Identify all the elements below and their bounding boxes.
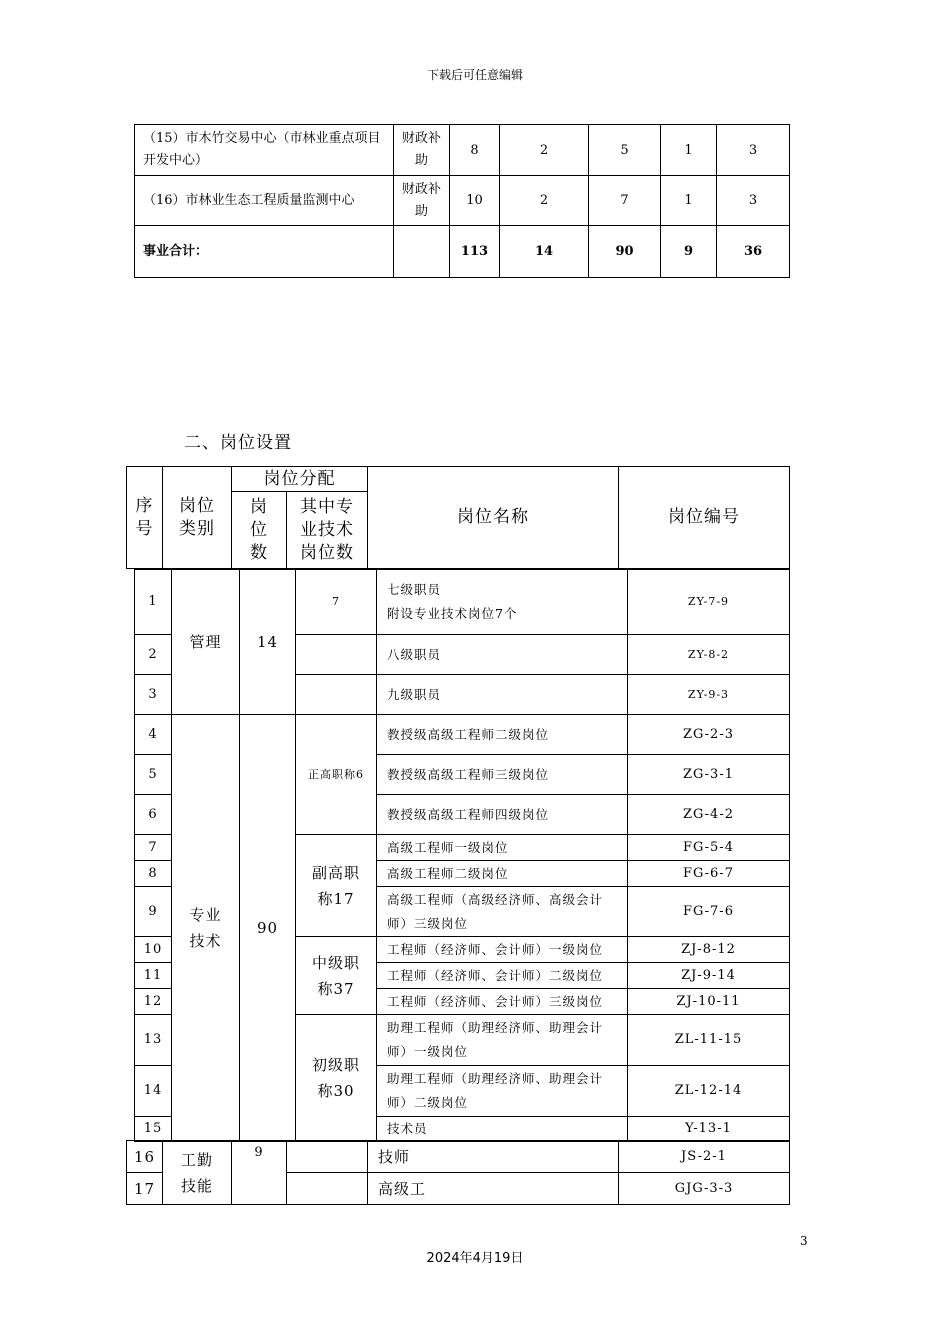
row-number: 16 (127, 1141, 163, 1173)
post-code: ZJ-8-12 (628, 937, 790, 963)
post-code: FG-7-6 (628, 887, 790, 937)
page-number: 3 (800, 1234, 808, 1248)
total-value: 9 (661, 226, 717, 278)
empty-cell (287, 1141, 368, 1173)
post-name: 八级职员 (377, 635, 628, 675)
post-code: GJG-3-3 (619, 1173, 790, 1205)
count-worker: 9 (232, 1141, 287, 1205)
empty-cell (296, 675, 377, 715)
row-number: 9 (135, 887, 172, 937)
subgroup-intermediate: 中级职称37 (296, 937, 377, 1015)
cell-value: 1 (661, 125, 717, 176)
post-code: ZG-4-2 (628, 795, 790, 835)
cell-value: 2 (500, 176, 589, 226)
post-name: 高级工程师一级岗位 (377, 835, 628, 861)
header-seq: 序号 (127, 467, 163, 569)
post-code: ZJ-10-11 (628, 989, 790, 1015)
empty-cell (296, 635, 377, 675)
total-row (135, 226, 790, 278)
header-post-code: 岗位编号 (619, 467, 790, 569)
category-management: 管理 (172, 570, 240, 715)
post-code: FG-5-4 (628, 835, 790, 861)
row-number: 5 (135, 755, 172, 795)
total-value: 90 (589, 226, 661, 278)
post-code: ZG-2-3 (628, 715, 790, 755)
funding-type: 财政补助 (394, 176, 450, 226)
total-label: 事业合计： (135, 226, 394, 278)
table-row (135, 176, 790, 226)
subgroup-vice-senior: 副高职称17 (296, 835, 377, 937)
tech-count-management: 7 (296, 570, 377, 635)
post-table-header (126, 466, 790, 569)
post-name: 教授级高级工程师三级岗位 (377, 755, 628, 795)
post-name: 教授级高级工程师四级岗位 (377, 795, 628, 835)
post-table-worker (126, 1140, 790, 1205)
post-name: 工程师（经济师、会计师）二级岗位 (377, 963, 628, 989)
post-name (377, 570, 628, 635)
count-management: 14 (240, 570, 296, 715)
table-row (127, 1141, 790, 1173)
table-row (135, 570, 790, 635)
post-table-body (134, 569, 790, 1142)
row-number: 2 (135, 635, 172, 675)
empty-cell (287, 1173, 368, 1205)
post-code: ZL-11-15 (628, 1015, 790, 1066)
post-name: 高级工 (368, 1173, 619, 1205)
row-number: 13 (135, 1015, 172, 1066)
empty-cell (394, 226, 450, 278)
footer-date: 2024年4月19日 (426, 1251, 524, 1266)
row-number: 12 (135, 989, 172, 1015)
category-professional: 专业技术 (172, 715, 240, 1142)
cell-value: 5 (589, 125, 661, 176)
cell-value: 1 (661, 176, 717, 226)
row-number: 4 (135, 715, 172, 755)
unit-name: （16）市林业生态工程质量监测中心 (135, 176, 394, 226)
row-number: 17 (127, 1173, 163, 1205)
post-code: FG-6-7 (628, 861, 790, 887)
total-value: 14 (500, 226, 589, 278)
header-category: 岗位类别 (163, 467, 232, 569)
subgroup-senior: 正高职称6 (296, 715, 377, 835)
post-code: ZY-8-2 (628, 635, 790, 675)
row-number: 8 (135, 861, 172, 887)
funding-type: 财政补助 (394, 125, 450, 176)
post-name: 九级职员 (377, 675, 628, 715)
row-number: 6 (135, 795, 172, 835)
post-name: 工程师（经济师、会计师）一级岗位 (377, 937, 628, 963)
cell-value: 3 (717, 125, 790, 176)
total-value: 36 (717, 226, 790, 278)
table-row (135, 125, 790, 176)
post-name: 教授级高级工程师二级岗位 (377, 715, 628, 755)
table-row (135, 715, 790, 755)
cell-value: 8 (450, 125, 500, 176)
post-name: 技术员 (377, 1117, 628, 1142)
header-tech-count: 其中专业技术岗位数 (287, 492, 368, 569)
row-number: 1 (135, 570, 172, 635)
post-name-line: 七级职员 (387, 582, 442, 597)
section-title: 二、岗位设置 (184, 433, 292, 453)
row-number: 3 (135, 675, 172, 715)
post-code: JS-2-1 (619, 1141, 790, 1173)
header-count: 岗位数 (232, 492, 287, 569)
post-code: Y-13-1 (628, 1117, 790, 1142)
post-code: ZJ-9-14 (628, 963, 790, 989)
post-code: ZL-12-14 (628, 1066, 790, 1117)
post-code: ZY-7-9 (628, 570, 790, 635)
page-header: 下载后可任意编辑 (426, 68, 523, 82)
row-number: 15 (135, 1117, 172, 1142)
post-name: 高级工程师二级岗位 (377, 861, 628, 887)
header-post-name: 岗位名称 (368, 467, 619, 569)
post-name: 高级工程师（高级经济师、高级会计师）三级岗位 (377, 887, 628, 937)
post-name: 工程师（经济师、会计师）三级岗位 (377, 989, 628, 1015)
cell-value: 10 (450, 176, 500, 226)
subgroup-junior: 初级职称30 (296, 1015, 377, 1142)
post-code: ZY-9-3 (628, 675, 790, 715)
post-code: ZG-3-1 (628, 755, 790, 795)
count-professional: 90 (240, 715, 296, 1142)
header-allocation: 岗位分配 (232, 467, 368, 492)
row-number: 11 (135, 963, 172, 989)
total-value: 113 (450, 226, 500, 278)
row-number: 10 (135, 937, 172, 963)
cell-value: 3 (717, 176, 790, 226)
staffing-table (134, 124, 790, 278)
cell-value: 2 (500, 125, 589, 176)
post-name: 助理工程师（助理经济师、助理会计师）一级岗位 (377, 1015, 628, 1066)
unit-name: （15）市木竹交易中心（市林业重点项目开发中心） (135, 125, 394, 176)
cell-value: 7 (589, 176, 661, 226)
row-number: 7 (135, 835, 172, 861)
post-name-note: 附设专业技术岗位7个 (387, 606, 518, 621)
row-number: 14 (135, 1066, 172, 1117)
post-name: 技师 (368, 1141, 619, 1173)
category-worker: 工勤技能 (163, 1141, 232, 1205)
post-name: 助理工程师（助理经济师、助理会计师）二级岗位 (377, 1066, 628, 1117)
